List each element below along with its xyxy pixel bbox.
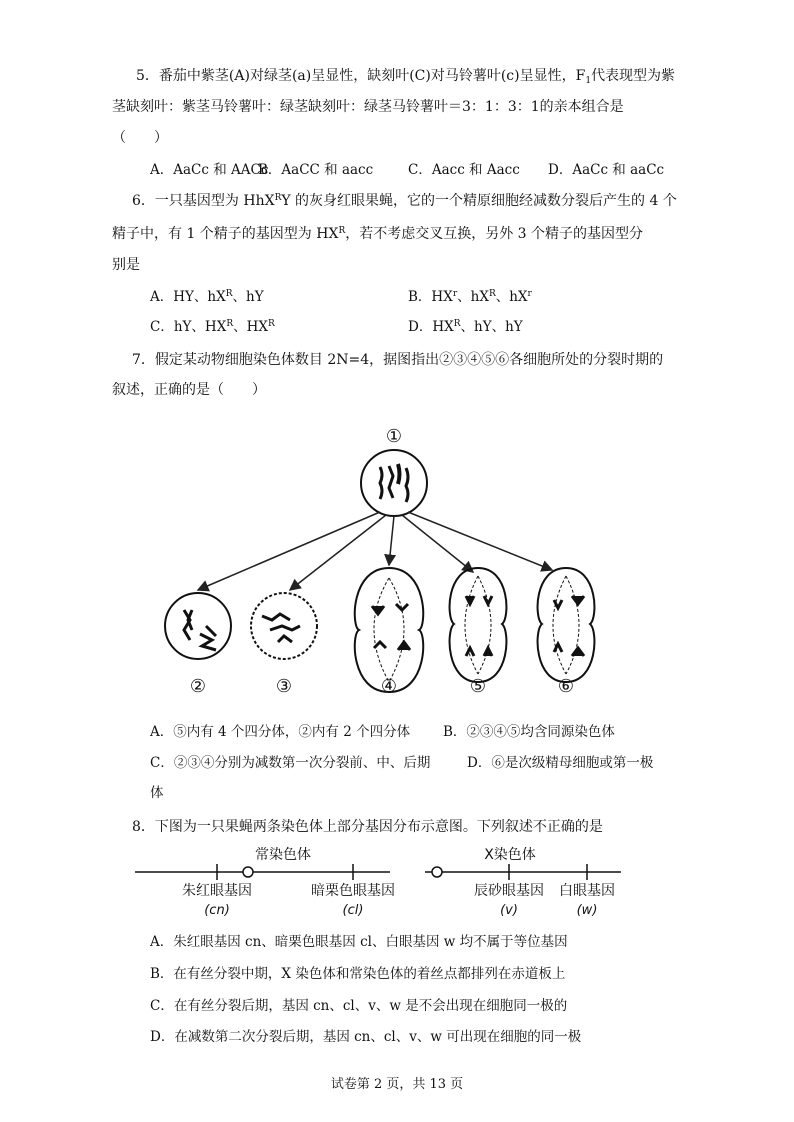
q7-line-2: 叙述，正确的是（ ） (112, 382, 266, 398)
gene-w-symbol: (w) (576, 903, 598, 918)
cell-2-label: ② (189, 676, 207, 697)
q8-line-1: 8．下图为一只果蝇两条染色体上部分基因分布示意图。下列叙述不正确的是 (132, 819, 603, 835)
cell-5 (450, 568, 507, 682)
q5-line-2: 茎缺刻叶：紫茎马铃薯叶：绿茎缺刻叶：绿茎马铃薯叶＝3：1：3：1的亲本组合是 (112, 99, 624, 115)
q8-option-a: A．朱红眼基因 cn、暗栗色眼基因 cl、白眼基因 w 均不属于等位基因 (150, 934, 568, 950)
cell-1 (361, 450, 427, 516)
q5-option-d: D．AaCc 和 aaCc (548, 162, 665, 178)
cell-1-label: ① (385, 426, 403, 447)
x-chromosome-title: X染色体 (484, 847, 536, 863)
q8-option-c: C．在有丝分裂后期，基因 cn、cl、v、w 是不会出现在细胞同一极的 (150, 998, 568, 1014)
q8-option-b: B．在有丝分裂中期，X 染色体和常染色体的着丝点都排列在赤道板上 (150, 966, 566, 982)
q7-option-b: B．②③④⑤均含同源染色体 (443, 724, 615, 740)
q6-option-c: C．hY、$HX^R$、$HX^R$ (150, 319, 275, 335)
cell-6 (538, 568, 595, 682)
gene-cn-name: 朱红眼基因 (182, 883, 252, 899)
gene-cn-symbol: (cn) (204, 903, 230, 918)
chromosome-gene-diagram (135, 840, 625, 920)
cell-5-label: ⑤ (469, 676, 487, 697)
q8-option-d: D．在减数第二次分裂后期，基因 cn、cl、v、w 可出现在细胞的同一极 (150, 1029, 582, 1045)
gene-cl-name: 暗栗色眼基因 (311, 883, 395, 899)
q7-option-a: A．⑤内有 4 个四分体，②内有 2 个四分体 (150, 724, 411, 740)
q5-option-c: C．Aacc 和 Aacc (408, 162, 520, 178)
cell-4 (355, 568, 423, 692)
q7-option-d: D．⑥是次级精母细胞或第一极 (467, 755, 654, 771)
cell-3-label: ③ (275, 676, 293, 697)
gene-v-symbol: (v) (500, 903, 518, 918)
q5-option-a: A．AaCc 和 AACc (150, 162, 269, 178)
gene-v-name: 辰砂眼基因 (474, 883, 544, 899)
autosome-title: 常染色体 (255, 847, 311, 863)
gene-cl-symbol: (cl) (342, 903, 364, 918)
q6-line-2: 精子中，有 1 个精子的基因型为 $HX^R$，若不考虑交叉互换，另外 3 个精子的基因型分 (112, 226, 644, 242)
cell-division-figure (150, 420, 620, 705)
q5-line-1: 5．番茄中紫茎(A)对绿茎(a)呈显性，缺刻叶(C)对马铃薯叶(c)呈显性，$F_1$代表现型为紫 (136, 68, 676, 86)
q7-option-d-continued: 体 (150, 785, 164, 801)
q7-option-c: C．②③④分别为减数第一次分裂前、中、后期 (150, 755, 431, 771)
q6-option-b: B．$HX^r$、$hX^R$、$hX^r$ (408, 289, 532, 305)
cell-2 (165, 593, 231, 659)
q6-option-d: D．$HX^R$、hY、hY (408, 319, 523, 335)
gene-w-name: 白眼基因 (559, 883, 615, 899)
q5-answer-blank: （ ） (112, 130, 168, 146)
page-footer: 试卷第 2 页，共 13 页 (330, 1077, 464, 1092)
cell-3 (251, 593, 317, 659)
q6-line-1: 6．一只基因型为 HhX$^R$Y 的灰身红眼果蝇，它的一个精原细胞经减数分裂后产生的 4 个 (132, 193, 677, 209)
cell-4-label: ④ (380, 676, 398, 697)
autosome-centromere (243, 867, 253, 877)
q6-option-a: A．HY、$hX^R$、hY (150, 289, 264, 305)
q7-line-1: 7．假定某动物细胞染色体数目 2N=4，据图指出②③④⑤⑥各细胞所处的分裂时期的 (132, 352, 664, 368)
q6-line-3: 别是 (112, 257, 140, 273)
cell-6-label: ⑥ (557, 676, 575, 697)
q5-option-b: B．AaCC 和 aacc (258, 162, 374, 178)
x-centromere (432, 867, 442, 877)
